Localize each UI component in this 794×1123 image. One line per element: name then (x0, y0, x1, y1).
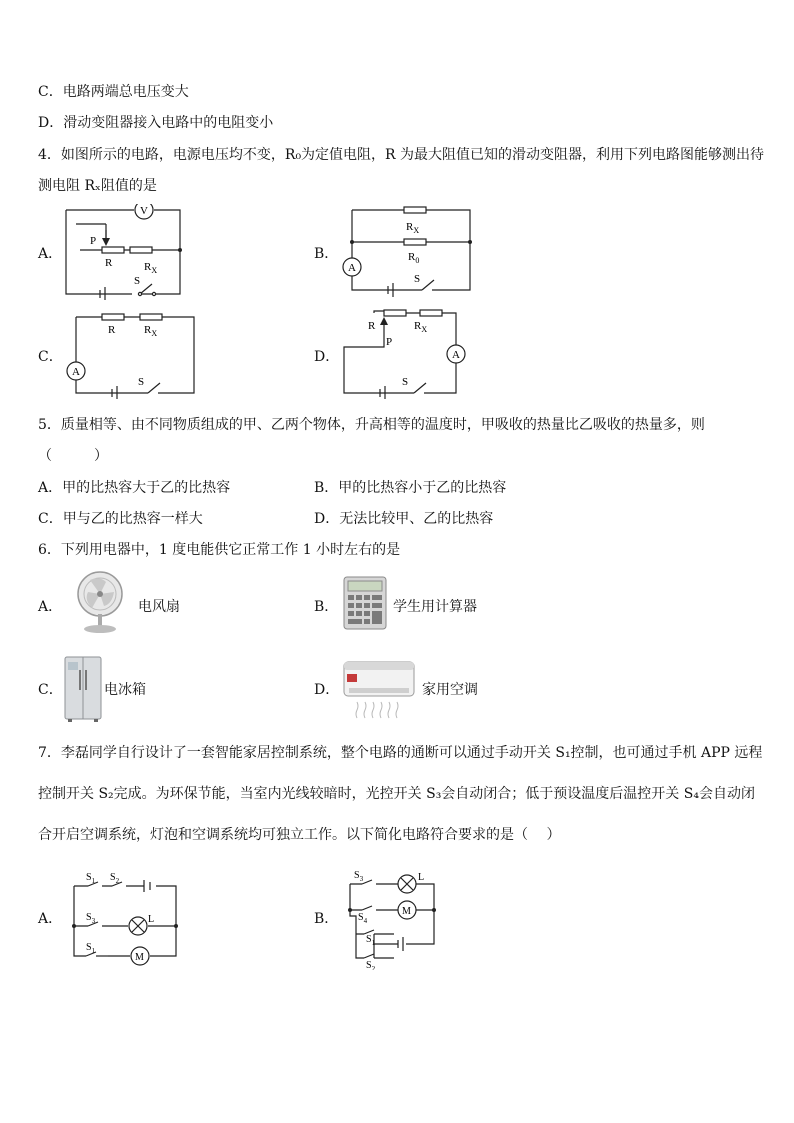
question-4-line2: 测电阻 Rₓ阻值的是 (38, 178, 157, 194)
r-label: R (105, 257, 113, 269)
s1-label: $S_1$ (366, 934, 376, 947)
s-label: S (138, 376, 145, 388)
q4-option-b-label: B． (314, 246, 339, 262)
q6-option-d-name: 家用空调 (422, 682, 478, 698)
s1-label: $S_1$ (86, 872, 96, 885)
q4-option-c-label: C． (38, 349, 63, 365)
q6-option-b-name: 学生用计算器 (393, 599, 477, 615)
ammeter-label: A (72, 366, 80, 378)
fan-icon (72, 570, 128, 634)
r-label: R (108, 324, 116, 336)
q7-circuit-diagram-b (340, 868, 450, 970)
question-7-line3: 合开启空调系统，灯泡和空调系统均可独立工作。以下简化电路符合要求的是（ ） (38, 827, 561, 843)
p-label: P (386, 336, 393, 348)
circuit-diagram-b (340, 204, 480, 300)
lamp-label: L (148, 914, 155, 925)
rx-label: $R_X$ (414, 320, 428, 334)
q6-option-a-label: A． (38, 599, 63, 615)
circuit-diagram-a (62, 204, 192, 300)
question-6-line1: 6．下列用电器中，1 度电能供它正常工作 1 小时左右的是 (38, 542, 401, 558)
q6-option-d-label: D． (314, 682, 340, 698)
q5-option-a: A．甲的比热容大于乙的比热容 (38, 480, 231, 496)
s4-label: $S_1$ (86, 942, 96, 955)
ammeter-label: A (348, 262, 356, 274)
q6-option-b-label: B． (314, 599, 339, 615)
q6-option-a-name: 电风扇 (138, 599, 180, 615)
rx-label: $R_X$ (144, 324, 158, 338)
question-4-line1: 4．如图所示的电路，电源电压均不变，R₀为定值电阻，R 为最大阻值已知的滑动变阻器，利用下列电路图能够测出待 (38, 147, 765, 163)
q7-circuit-diagram-a (66, 868, 186, 968)
q7-option-b-label: B． (314, 911, 339, 927)
q5-option-c: C．甲与乙的比热容一样大 (38, 511, 203, 527)
circuit-diagram-c (62, 307, 202, 399)
motor-label: M (402, 906, 411, 917)
circuit-diagram-d (340, 307, 480, 399)
s3-label: $S_3$ (354, 870, 364, 883)
option-d-q3: D．滑动变阻器接入电路中的电阻变小 (38, 115, 274, 131)
s2-label: $S_2$ (110, 872, 120, 885)
s3-label: $S_3$ (86, 912, 96, 925)
p-label: P (90, 235, 97, 247)
refrigerator-icon (64, 656, 102, 722)
s-label: S (134, 275, 141, 287)
motor-label: M (135, 952, 144, 963)
q5-option-d: D．无法比较甲、乙的比热容 (314, 511, 494, 527)
air-conditioner-icon (343, 660, 415, 720)
question-7-line1: 7．李磊同学自行设计了一套智能家居控制系统，整个电路的通断可以通过手动开关 S₁控制，也可通过手机 APP 远程 (38, 745, 763, 761)
lamp-label: L (418, 872, 425, 883)
rx-label: $R_X$ (144, 261, 158, 275)
option-c-q3: C．电路两端总电压变大 (38, 84, 189, 100)
rx-label: $R_X$ (406, 221, 420, 235)
question-5-line1: 5．质量相等、由不同物质组成的甲、乙两个物体，升高相等的温度时，甲吸收的热量比乙吸收的热量多，则 (38, 417, 705, 433)
q4-option-d-label: D． (314, 349, 340, 365)
question-7-line2: 控制开关 S₂完成。为环保节能，当室内光线较暗时，光控开关 S₃会自动闭合；低于预设温度后温控开关 S₄会自动闭 (38, 786, 755, 802)
s2-label: $S_2$ (366, 960, 376, 970)
s-label: S (414, 273, 421, 285)
question-5-line2: （ ） (38, 448, 108, 464)
ammeter-label: A (452, 349, 460, 361)
q6-option-c-name: 电冰箱 (104, 682, 146, 698)
q7-option-a-label: A． (38, 911, 63, 927)
q5-option-b: B．甲的比热容小于乙的比热容 (314, 480, 507, 496)
q4-option-a-label: A． (38, 246, 63, 262)
r-label: R (368, 320, 376, 332)
s4-label: $S_4$ (358, 912, 368, 925)
calculator-icon (343, 576, 387, 630)
q6-option-c-label: C． (38, 682, 63, 698)
voltmeter-label: V (140, 205, 148, 217)
r0-label: $R_0$ (408, 251, 420, 265)
s-label: S (402, 376, 409, 388)
